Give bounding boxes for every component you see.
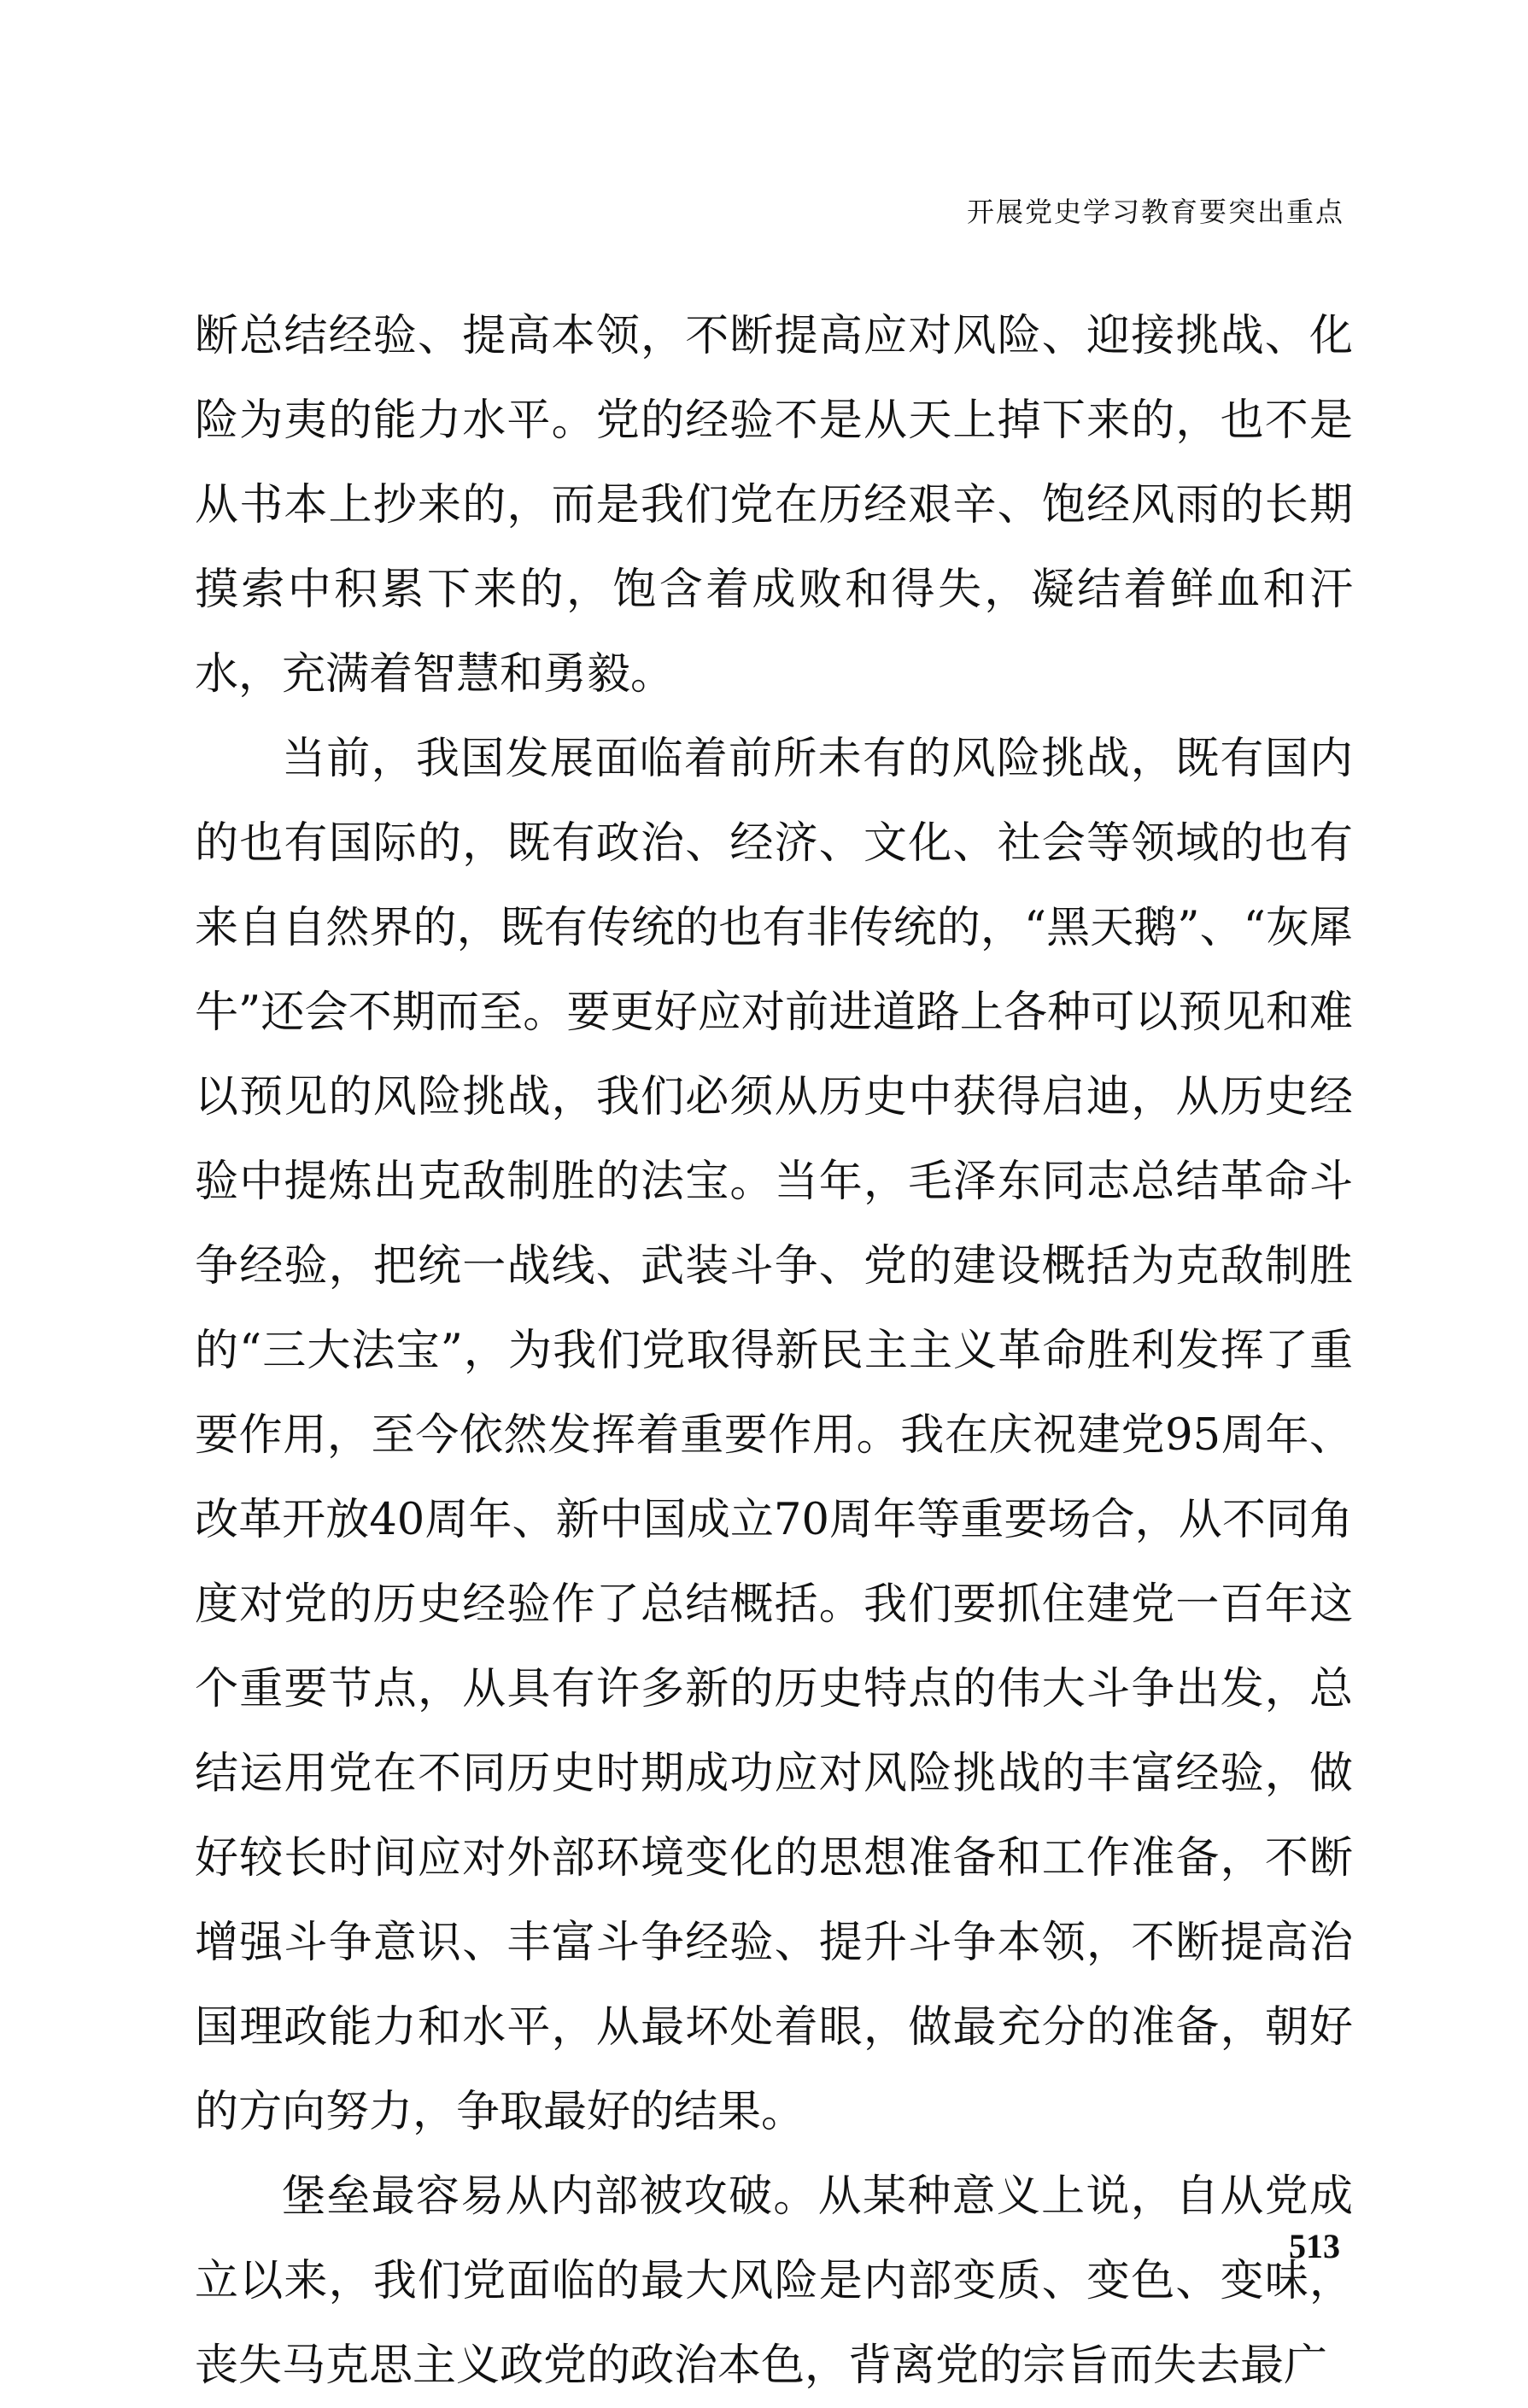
body-text (195, 294, 1353, 2408)
paragraph-internal-risk: 堡垒最容易从内部被攻破。从某种意义上说，自从党成立以来，我们党面临的最大风险是内部变质、变色、变味，丧失马克思主义政党的政治本色，背离党的宗旨而失去最广 (195, 2171, 1353, 2391)
running-head-title: 开展党史学习教育要突出重点 (966, 196, 1344, 228)
paragraph-risk-challenges: 当前，我国发展面临着前所未有的风险挑战，既有国内的也有国际的，既有政治、经济、文化、社会等领域的也有来自自然界的，既有传统的也有非传统的，“黑天鹅”、“灰犀牛”还会不期而至。要更好应对前进道路上各种可以预见和难以预见的风险挑战，我们必须从历史中获得启迪，从历史经验中提炼出克敌制胜的法宝。当年，毛泽东同志总结革命斗争经验，把统一战线、武装斗争、党的建设概括为克敌制胜的“三大法宝”，为我们党取得新民主主义革命胜利发挥了重要作用，至今依然发挥着重要作用。我在庆祝建党95周年、改革开放40周年、新中国成立70周年等重要场合，从不同角度对党的历史经验作了总结概括。我们要抓住建党一百年这个重要节点，从具有许多新的历史特点的伟大斗争出发，总结运用党在不同历史时期成功应对风险挑战的丰富经验，做好较长时间应对外部环境变化的思想准备和工作准备，不断增强斗争意识、丰富斗争经验、提升斗争本领，不断提高治国理政能力和水平，从最坏处着眼，做最充分的准备，朝好的方向努力，争取最好的结果。 (195, 734, 1353, 2137)
paragraph-continued: 断总结经验、提高本领，不断提高应对风险、迎接挑战、化险为夷的能力水平。党的经验不是从天上掉下来的，也不是从书本上抄来的，而是我们党在历经艰辛、饱经风雨的长期摸索中积累下来的，饱含着成败和得失，凝结着鲜血和汗水，充满着智慧和勇毅。 (195, 311, 1353, 700)
page-number: 513 (1289, 2227, 1340, 2265)
